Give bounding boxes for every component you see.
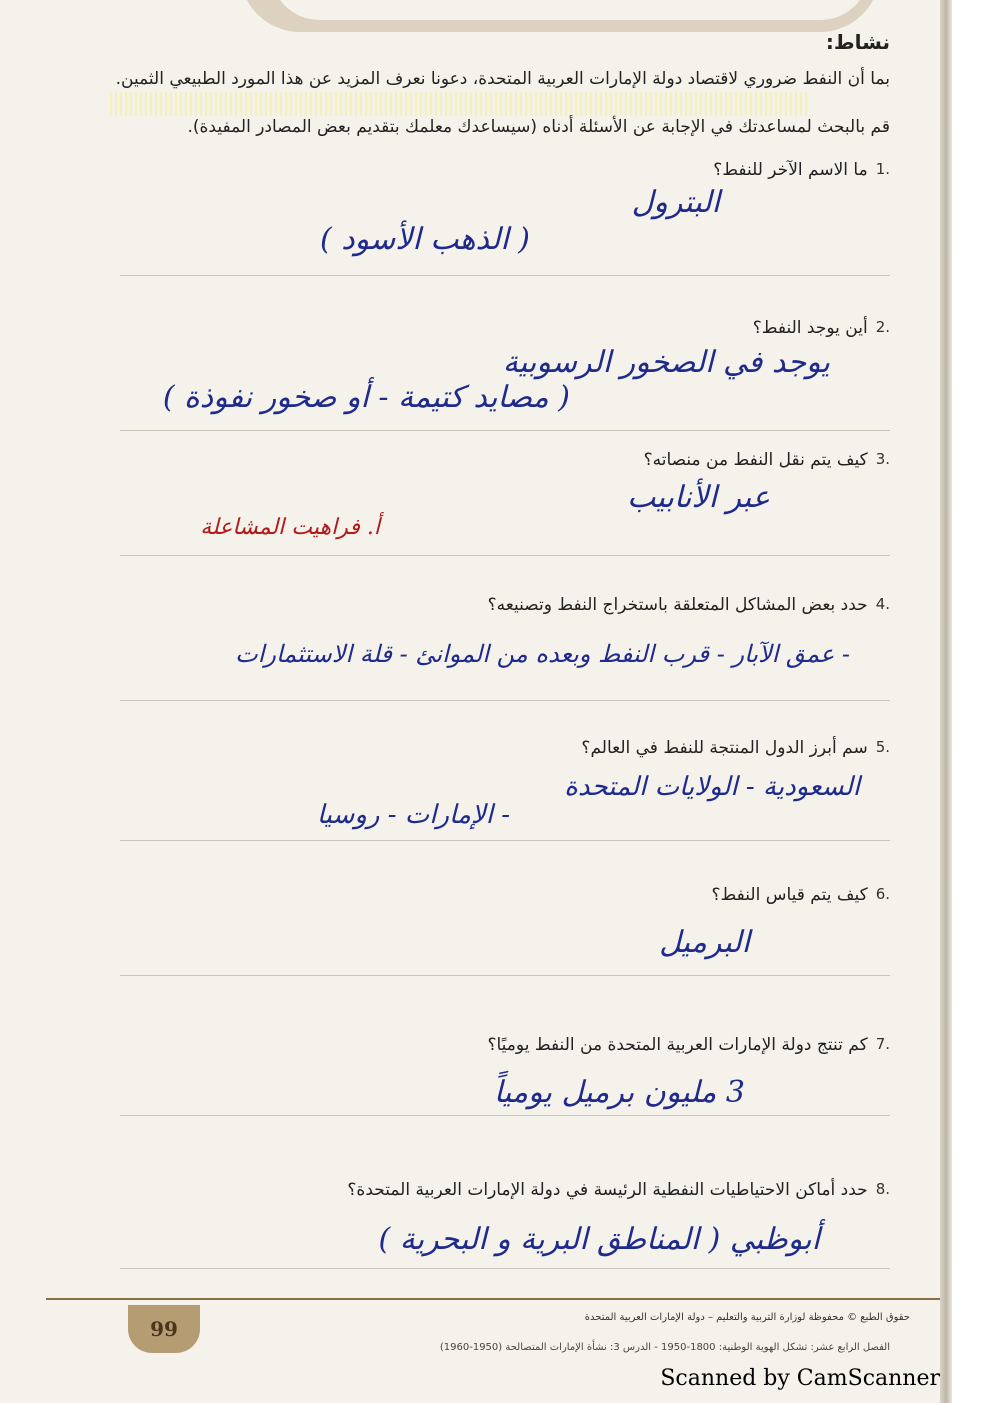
answer-3: عبر الأنابيب xyxy=(627,480,770,515)
question-6 xyxy=(130,885,890,905)
question-number: 8. xyxy=(875,1180,890,1198)
question-text: سم أبرز الدول المنتجة للنفط في العالم؟ xyxy=(581,738,868,758)
question-7 xyxy=(130,1035,890,1055)
top-decoration-inner xyxy=(270,0,870,20)
question-text: كيف يتم نقل النفط من منصاته؟ xyxy=(643,450,868,470)
teacher-note: أ. فراهيت المشاعلة xyxy=(200,515,380,540)
answer-line xyxy=(120,275,890,276)
question-8 xyxy=(130,1180,890,1200)
answer-1b: ( الذهب الأسود ) xyxy=(320,222,530,257)
answer-4: - عمق الآبار - قرب النفط وبعده من الموانئ - قلة الاستثمارات xyxy=(235,640,850,668)
answer-line xyxy=(120,1115,890,1116)
answer-7: 3 مليون برميل يومياً xyxy=(493,1075,745,1110)
highlight-band xyxy=(110,92,810,116)
answer-2b: ( مصايد كتيمة - أو صخور نفوذة ) xyxy=(162,380,570,415)
intro-line-2: قم بالبحث لمساعدتك في الإجابة عن الأسئلة أدناه (سيساعدك معلمك بتقديم بعض المصادر المفيدة). xyxy=(187,117,890,137)
answer-line xyxy=(120,975,890,976)
answer-2a: يوجد في الصخور الرسوبية xyxy=(502,345,830,380)
page-edge xyxy=(940,0,952,1403)
answer-line xyxy=(120,1268,890,1269)
question-4 xyxy=(130,595,890,615)
question-text: أين يوجد النفط؟ xyxy=(752,318,868,338)
question-2 xyxy=(130,318,890,338)
question-text: ما الاسم الآخر للنفط؟ xyxy=(713,160,868,180)
question-1 xyxy=(130,160,890,180)
question-text: حدد بعض المشاكل المتعلقة باستخراج النفط وتصنيعه؟ xyxy=(487,595,868,615)
question-number: 2. xyxy=(875,318,890,336)
question-number: 5. xyxy=(875,738,890,756)
question-number: 3. xyxy=(875,450,890,468)
answer-line xyxy=(120,555,890,556)
answer-5a: السعودية - الولايات المتحدة xyxy=(564,772,860,802)
answer-5b: - الإمارات - روسيا xyxy=(316,800,510,830)
question-5 xyxy=(130,738,890,758)
page-number: 99 xyxy=(128,1305,200,1353)
activity-title: نشاط: xyxy=(825,30,890,54)
answer-1a: البترول xyxy=(631,185,720,220)
question-text: كم تنتج دولة الإمارات العربية المتحدة من النفط يوميًا؟ xyxy=(487,1035,868,1055)
answer-line xyxy=(120,700,890,701)
chapter-text: الفصل الرابع عشر: تشكل الهوية الوطنية: 1800-1950 - الدرس 3: نشأة الإمارات المتصالحة (1950-1960) xyxy=(439,1342,890,1353)
intro-line-1: بما أن النفط ضروري لاقتصاد دولة الإمارات العربية المتحدة، دعونا نعرف المزيد عن هذا المورد الطبيعي الثمين. xyxy=(115,69,890,89)
question-number: 7. xyxy=(875,1035,890,1053)
question-number: 1. xyxy=(875,160,890,178)
answer-8: أبوظبي ( المناطق البرية و البحرية ) xyxy=(378,1222,820,1257)
question-number: 6. xyxy=(875,885,890,903)
scanner-watermark: Scanned by CamScanner xyxy=(660,1366,940,1391)
question-text: حدد أماكن الاحتياطيات النفطية الرئيسة في دولة الإمارات العربية المتحدة؟ xyxy=(347,1180,868,1200)
copyright-text: حقوق الطبع © محفوظة لوزارة التربية والتعليم – دولة الإمارات العربية المتحدة xyxy=(584,1312,910,1323)
question-3 xyxy=(130,450,890,470)
answer-line xyxy=(120,840,890,841)
question-number: 4. xyxy=(875,595,890,613)
answer-line xyxy=(120,430,890,431)
answer-6: البرميل xyxy=(659,925,750,960)
question-text: كيف يتم قياس النفط؟ xyxy=(711,885,868,905)
footer-divider xyxy=(46,1298,946,1300)
